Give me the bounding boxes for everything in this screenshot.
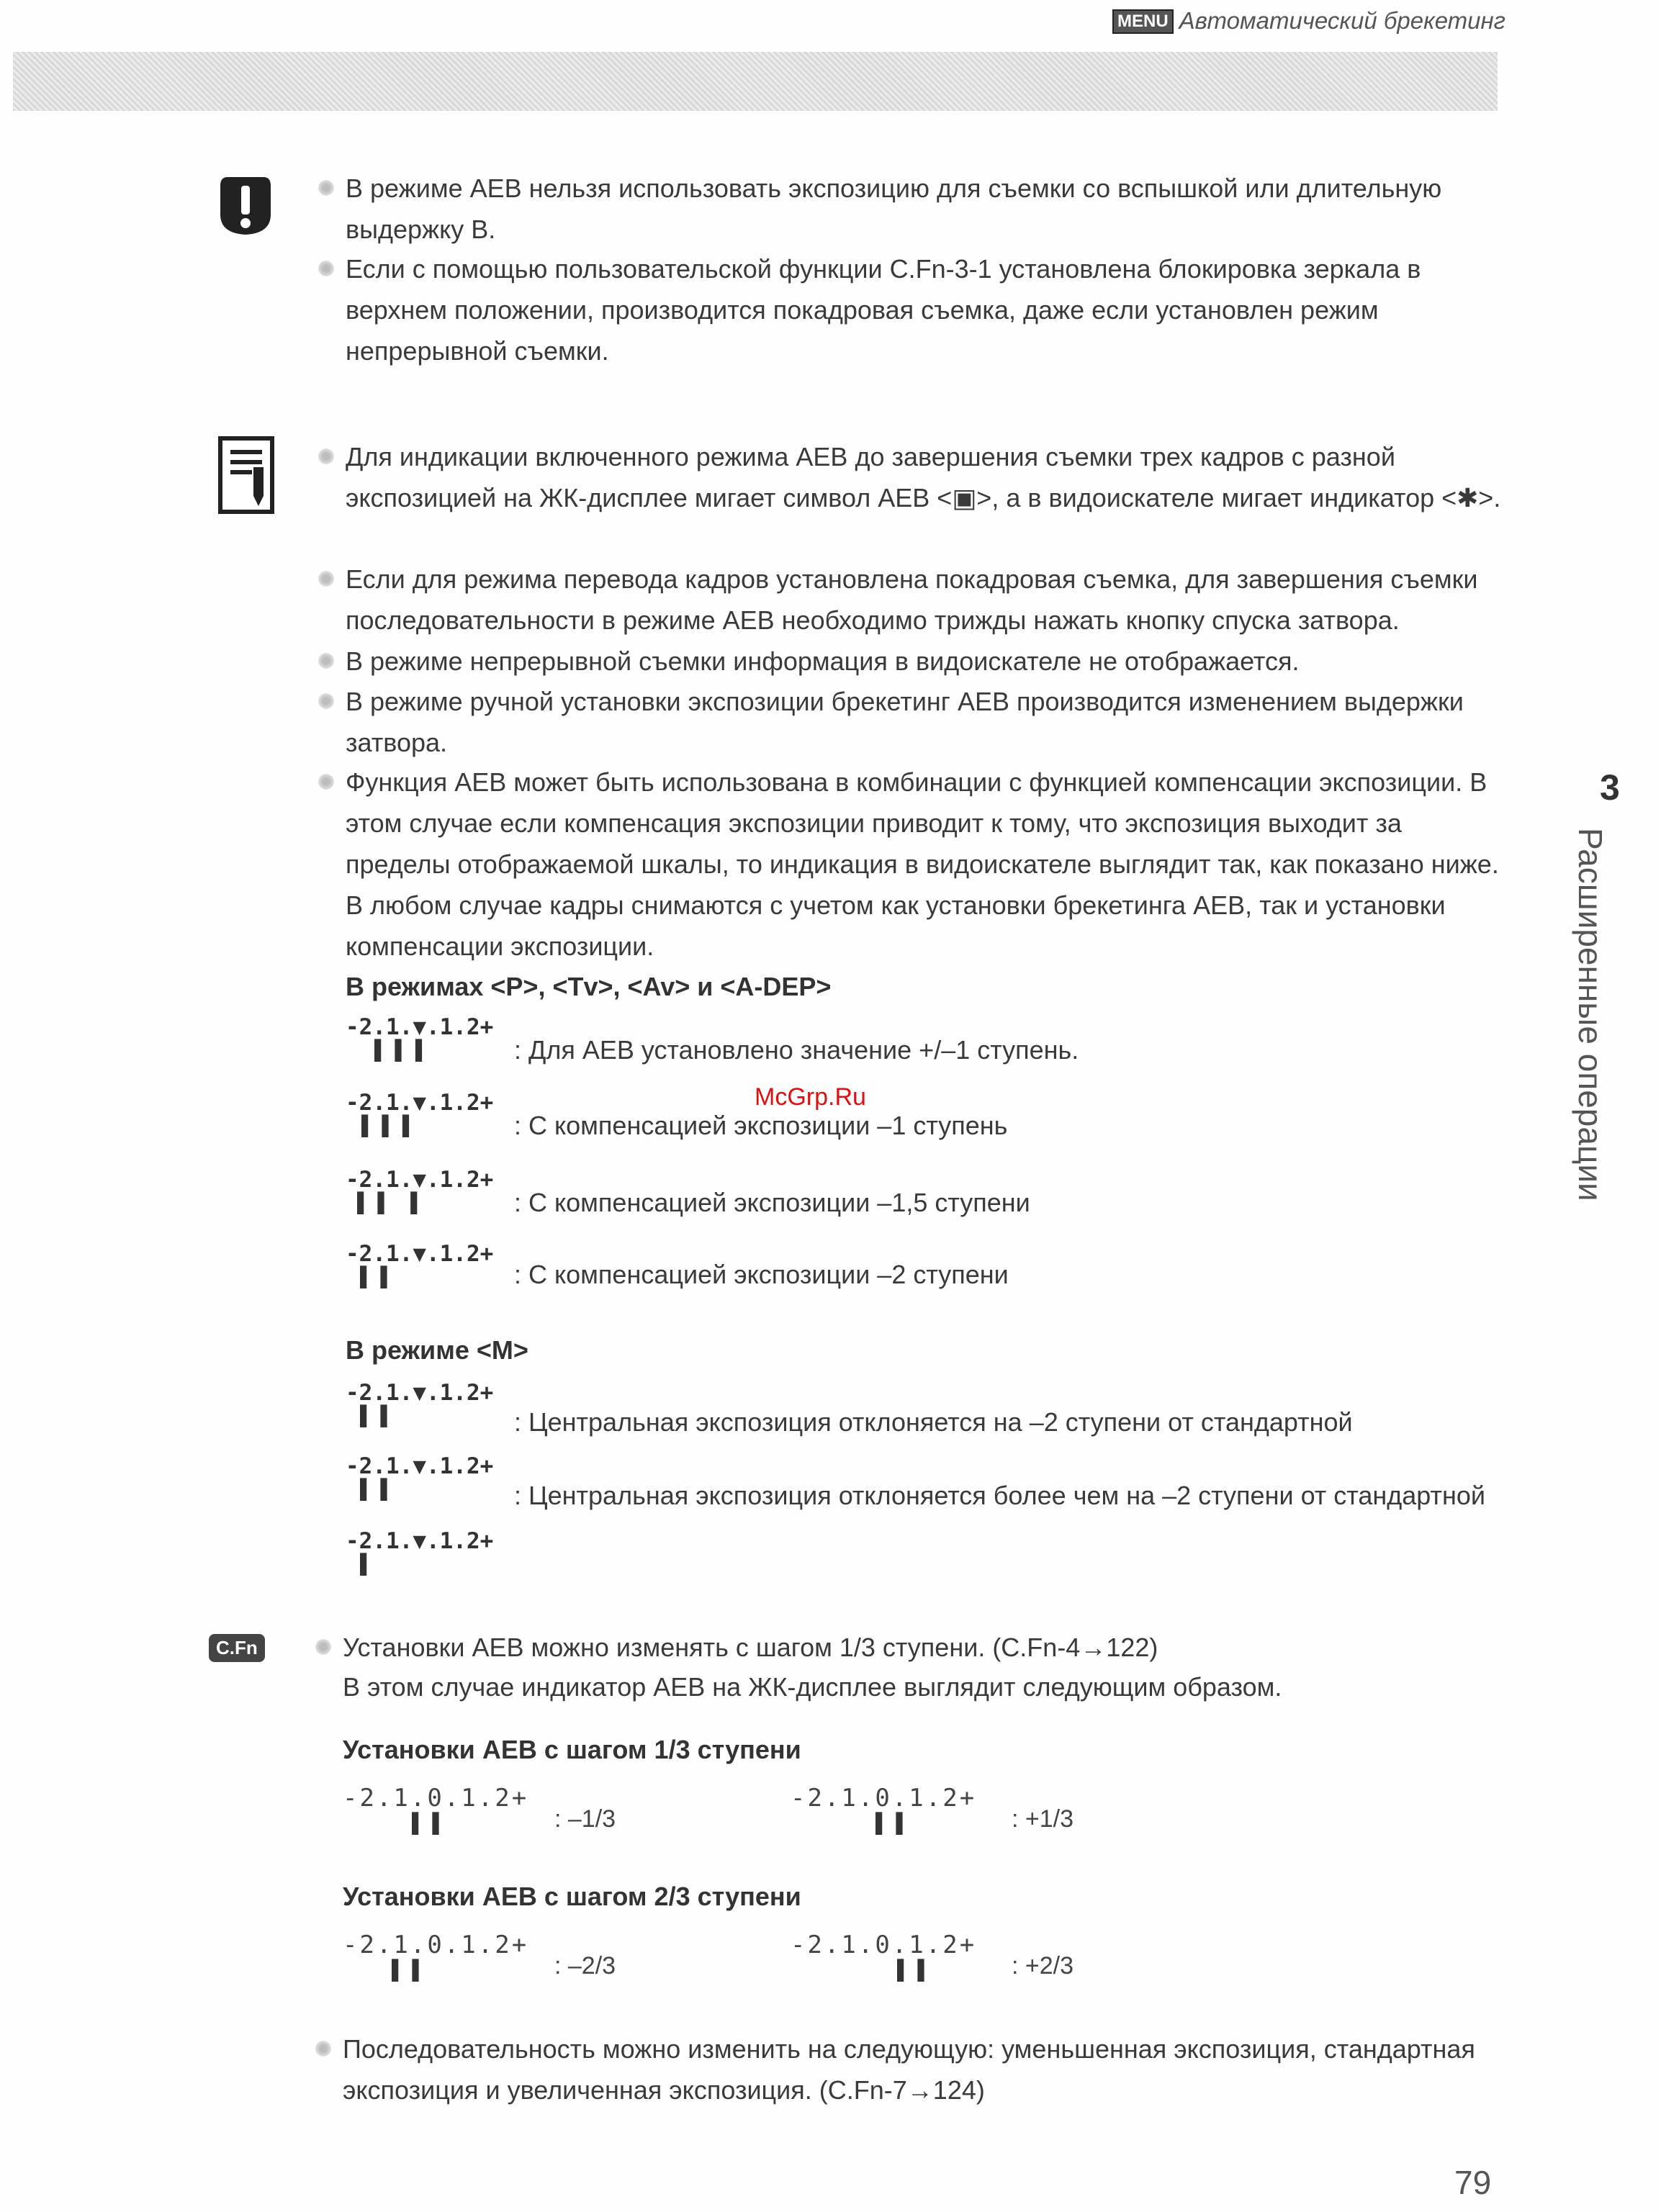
bullet-icon xyxy=(318,571,334,587)
lcd-bars-icon: ▌▌ xyxy=(412,1812,453,1833)
bullet-icon xyxy=(315,1639,331,1655)
step-value: : +1/3 xyxy=(1012,1805,1074,1833)
m-mode-heading: В режиме <M> xyxy=(346,1335,528,1365)
note-item-4: В режиме ручной установки экспозиции брекетинг AEB производится изменением выдержки затвора. xyxy=(346,681,1505,763)
lcd-indicator xyxy=(791,1931,976,1979)
indicator-note: : С компенсацией экспозиции –1,5 ступени xyxy=(514,1188,1030,1217)
lcd-scale: -2.1.0.1.2+ xyxy=(791,1784,977,1813)
indicator-note: : Центральная экспозиция отклоняется на –2 ступени от стандартной xyxy=(514,1407,1353,1437)
step-value: : +2/3 xyxy=(1012,1952,1074,1979)
indicator-row xyxy=(346,1091,493,1135)
lcd-scale: -2.1.0.1.2+ xyxy=(791,1931,977,1959)
lcd-scale: -2.1.0.1.2+ xyxy=(343,1931,529,1959)
exposure-scale: -2.1.▼.1.2+ xyxy=(346,1167,494,1193)
running-header xyxy=(1112,7,1505,35)
indicator-row xyxy=(346,1454,493,1499)
caution-icon xyxy=(217,173,274,238)
indicator-row xyxy=(346,1015,493,1060)
step-value: : –1/3 xyxy=(554,1805,616,1833)
note-item-1: Для индикации включенного режима AEB до завершения съемки трех кадров с разной экспозицией на ЖК-дисплее мигает символ AEB <▣>, а в видоискателе мигает индикатор <✱>. xyxy=(346,436,1505,518)
bullet-icon xyxy=(315,2041,331,2057)
bullet-icon xyxy=(318,180,334,196)
lcd-bars-icon: ▌▌ xyxy=(875,1812,917,1833)
note-item-2: Если для режима перевода кадров установлена покадровая съемка, для завершения съемки последовательности в режиме AEB необходимо трижды нажать кнопку спуска затвора. xyxy=(346,559,1505,641)
bullet-icon xyxy=(318,448,334,464)
note-item-3: В режиме непрерывной съемки информация в видоискателе не отображается. xyxy=(346,641,1505,682)
aeb-bars-icon: ▌▌ xyxy=(360,1265,401,1287)
caution-item-1: В режиме AEB нельзя использовать экспозицию для съемки со вспышкой или длительную выдержку B. xyxy=(346,168,1505,250)
exposure-scale: -2.1.▼.1.2+ xyxy=(346,1380,494,1406)
indicator-note: : Центральная экспозиция отклоняется более чем на –2 ступени от стандартной xyxy=(514,1481,1486,1510)
bullet-icon xyxy=(318,693,334,709)
lcd-indicator xyxy=(791,1784,976,1833)
exposure-scale: -2.1.▼.1.2+ xyxy=(346,1090,494,1116)
aeb-bars-blinking-icon: ▌ xyxy=(360,1553,381,1574)
cfn-heading-2-3: Установки AEB с шагом 2/3 ступени xyxy=(343,1882,801,1911)
cfn-heading-1-3: Установки AEB с шагом 1/3 ступени xyxy=(343,1735,801,1764)
exposure-scale: -2.1.▼.1.2+ xyxy=(346,1014,494,1040)
modes-heading: В режимах <P>, <Tv>, <Av> и <A-DEP> xyxy=(346,972,832,1001)
lcd-indicator xyxy=(343,1931,528,1979)
chapter-title: Расширенные операции xyxy=(1572,828,1609,1201)
lcd-scale: -2.1.0.1.2+ xyxy=(343,1784,529,1813)
indicator-note: : С компенсацией экспозиции –2 ступени xyxy=(514,1260,1009,1289)
cfn-item: Установки AEB можно изменять с шагом 1/3 ступени. (C.Fn-4→122) xyxy=(343,1627,1502,1668)
exposure-scale: -2.1.▼.1.2+ xyxy=(346,1241,494,1267)
aeb-bars-blinking-icon: ▌▌ xyxy=(360,1478,401,1499)
note-icon xyxy=(217,435,275,515)
cfn-last-item: Последовательность можно изменить на следующую: уменьшенная экспозиция, стандартная экспозиция и увеличенная экспозиция. (C.Fn-7→124) xyxy=(343,2028,1502,2111)
chapter-number: 3 xyxy=(1600,767,1620,808)
bullet-icon xyxy=(318,261,334,276)
caution-item-2: Если с помощью пользовательской функции C.Fn-3-1 установлена блокировка зеркала в верхнем положении, производится покадровая съемка, даже если установлен режим непрерывной съемки. xyxy=(346,248,1505,371)
indicator-row xyxy=(346,1168,493,1212)
cfn-icon: C.Fn xyxy=(209,1634,265,1662)
lcd-bars-icon: ▌▌ xyxy=(897,1959,938,1980)
indicator-row xyxy=(346,1381,493,1425)
header-band xyxy=(13,52,1498,111)
cfn-line-2: В этом случае индикатор AEB на ЖК-дисплее выглядит следующим образом. xyxy=(343,1672,1282,1702)
watermark: McGrp.Ru xyxy=(755,1083,866,1111)
step-value: : –2/3 xyxy=(554,1952,616,1979)
indicator-row xyxy=(346,1529,493,1574)
header-title: Автоматический брекетинг xyxy=(1179,7,1505,34)
aeb-bars-icon: ▌▌ xyxy=(360,1404,401,1426)
indicator-note: : С компенсацией экспозиции –1 ступень xyxy=(514,1111,1008,1140)
menu-icon: MENU xyxy=(1112,9,1174,34)
exposure-scale: -2.1.▼.1.2+ xyxy=(346,1528,494,1554)
aeb-bars-icon: ▌▌▌ xyxy=(361,1114,423,1136)
lcd-indicator xyxy=(343,1784,528,1833)
indicator-row xyxy=(346,1242,493,1286)
bullet-icon xyxy=(318,653,334,669)
aeb-bars-icon: ▌▌ ▌ xyxy=(357,1191,431,1213)
page-number: 79 xyxy=(1454,2164,1492,2201)
exposure-scale: -2.1.▼.1.2+ xyxy=(346,1453,494,1479)
bullet-icon xyxy=(318,774,334,790)
indicator-note: : Для AEB установлено значение +/–1 ступень. xyxy=(514,1035,1079,1065)
lcd-bars-icon: ▌▌ xyxy=(392,1959,433,1980)
aeb-bars-icon: ▌▌▌ xyxy=(374,1039,436,1060)
note-item-5: Функция AEB может быть использована в комбинации с функцией компенсации экспозиции. В этом случае если компенсация экспозиции приводит к тому, что экспозиция выходит за пределы отображаемой шкалы, то индикация в видоискателе выглядит так, как показано ниже. В любом случае кадры снимаются с учетом как установки брекетинга AEB, так и установки компенсации экспозиции. xyxy=(346,762,1505,967)
